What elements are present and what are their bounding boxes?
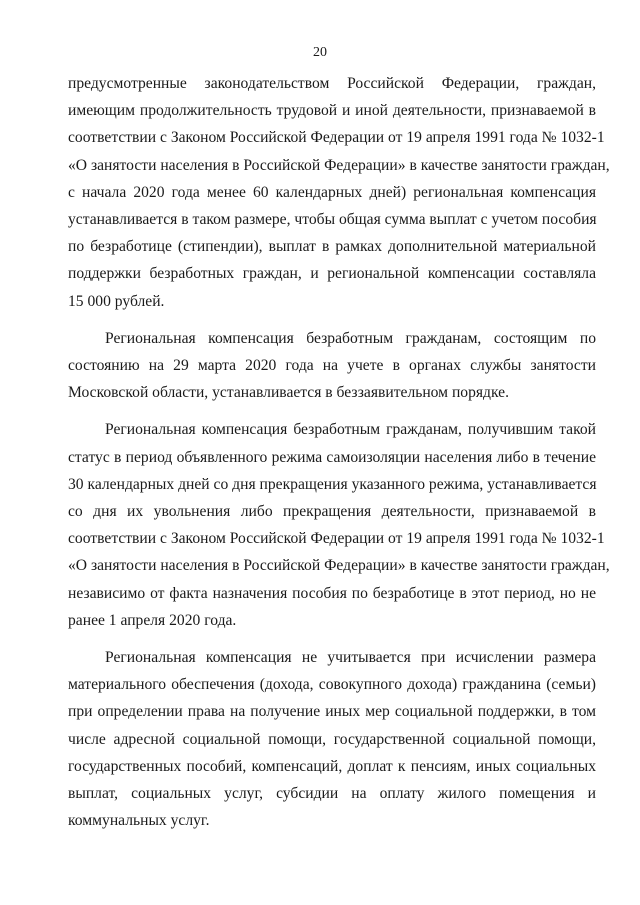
text-line: устанавливается в таком размере, чтобы общая сумма выплат с учетом пособия xyxy=(68,211,597,229)
text-line: коммунальных услуг. xyxy=(68,812,210,830)
text-line: состоянию на 29 марта 2020 года на учете в органах службы занятости xyxy=(68,357,596,375)
text-line: со дня их увольнения либо прекращения деятельности, признаваемой в xyxy=(68,503,596,521)
text-line: государственных пособий, компенсаций, доплат к пенсиям, иных социальных xyxy=(68,757,596,775)
text-line: 30 календарных дней со дня прекращения указанного режима, устанавливается xyxy=(68,475,597,493)
paragraph xyxy=(68,325,596,407)
text-line: независимо от факта назначения пособия по безработице в этот период, но не xyxy=(68,584,596,602)
text-line: соответствии с Законом Российской Федерации от 19 апреля 1991 года № 1032-1 xyxy=(68,530,605,548)
paragraph xyxy=(68,416,610,634)
text-line: материального обеспечения (дохода, совокупного дохода) гражданина (семьи) xyxy=(68,676,596,694)
text-line: Региональная компенсация безработным гражданам, получившим такой xyxy=(105,421,596,439)
text-line: Региональная компенсация безработным гражданам, состоящим по xyxy=(105,329,596,347)
paragraph xyxy=(68,70,610,315)
text-line: поддержки безработных граждан, и региональной компенсации составляла xyxy=(68,265,596,283)
text-line: «О занятости населения в Российской Федерации» в качестве занятости граждан, xyxy=(68,156,610,174)
text-line: при определении права на получение иных мер социальной поддержки, в том xyxy=(68,703,596,721)
text-line: Региональная компенсация не учитывается при исчислении размера xyxy=(105,649,596,667)
text-line: выплат, социальных услуг, субсидии на оплату жилого помещения и xyxy=(68,785,596,803)
text-line: 15 000 рублей. xyxy=(68,292,165,310)
text-line: соответствии с Законом Российской Федерации от 19 апреля 1991 года № 1032-1 xyxy=(68,129,605,147)
document-body xyxy=(68,70,610,834)
text-line: «О занятости населения в Российской Федерации» в качестве занятости граждан, xyxy=(68,557,610,575)
text-line: по безработице (стипендии), выплат в рамках дополнительной материальной xyxy=(68,238,596,256)
text-line: ранее 1 апреля 2020 года. xyxy=(68,611,237,629)
text-line: с начала 2020 года менее 60 календарных дней) региональная компенсация xyxy=(68,183,596,201)
text-line: числе адресной социальной помощи, государственной социальной помощи, xyxy=(68,730,596,748)
text-line: Московской области, устанавливается в беззаявительном порядке. xyxy=(68,384,510,402)
text-line: статус в период объявленного режима самоизоляции населения либо в течение xyxy=(68,448,596,466)
paragraph xyxy=(68,644,596,834)
text-line: предусмотренные законодательством Российской Федерации, граждан, xyxy=(68,75,596,92)
page-number: 20 xyxy=(313,45,327,60)
text-line: имеющим продолжительность трудовой и иной деятельности, признаваемой в xyxy=(68,102,596,120)
